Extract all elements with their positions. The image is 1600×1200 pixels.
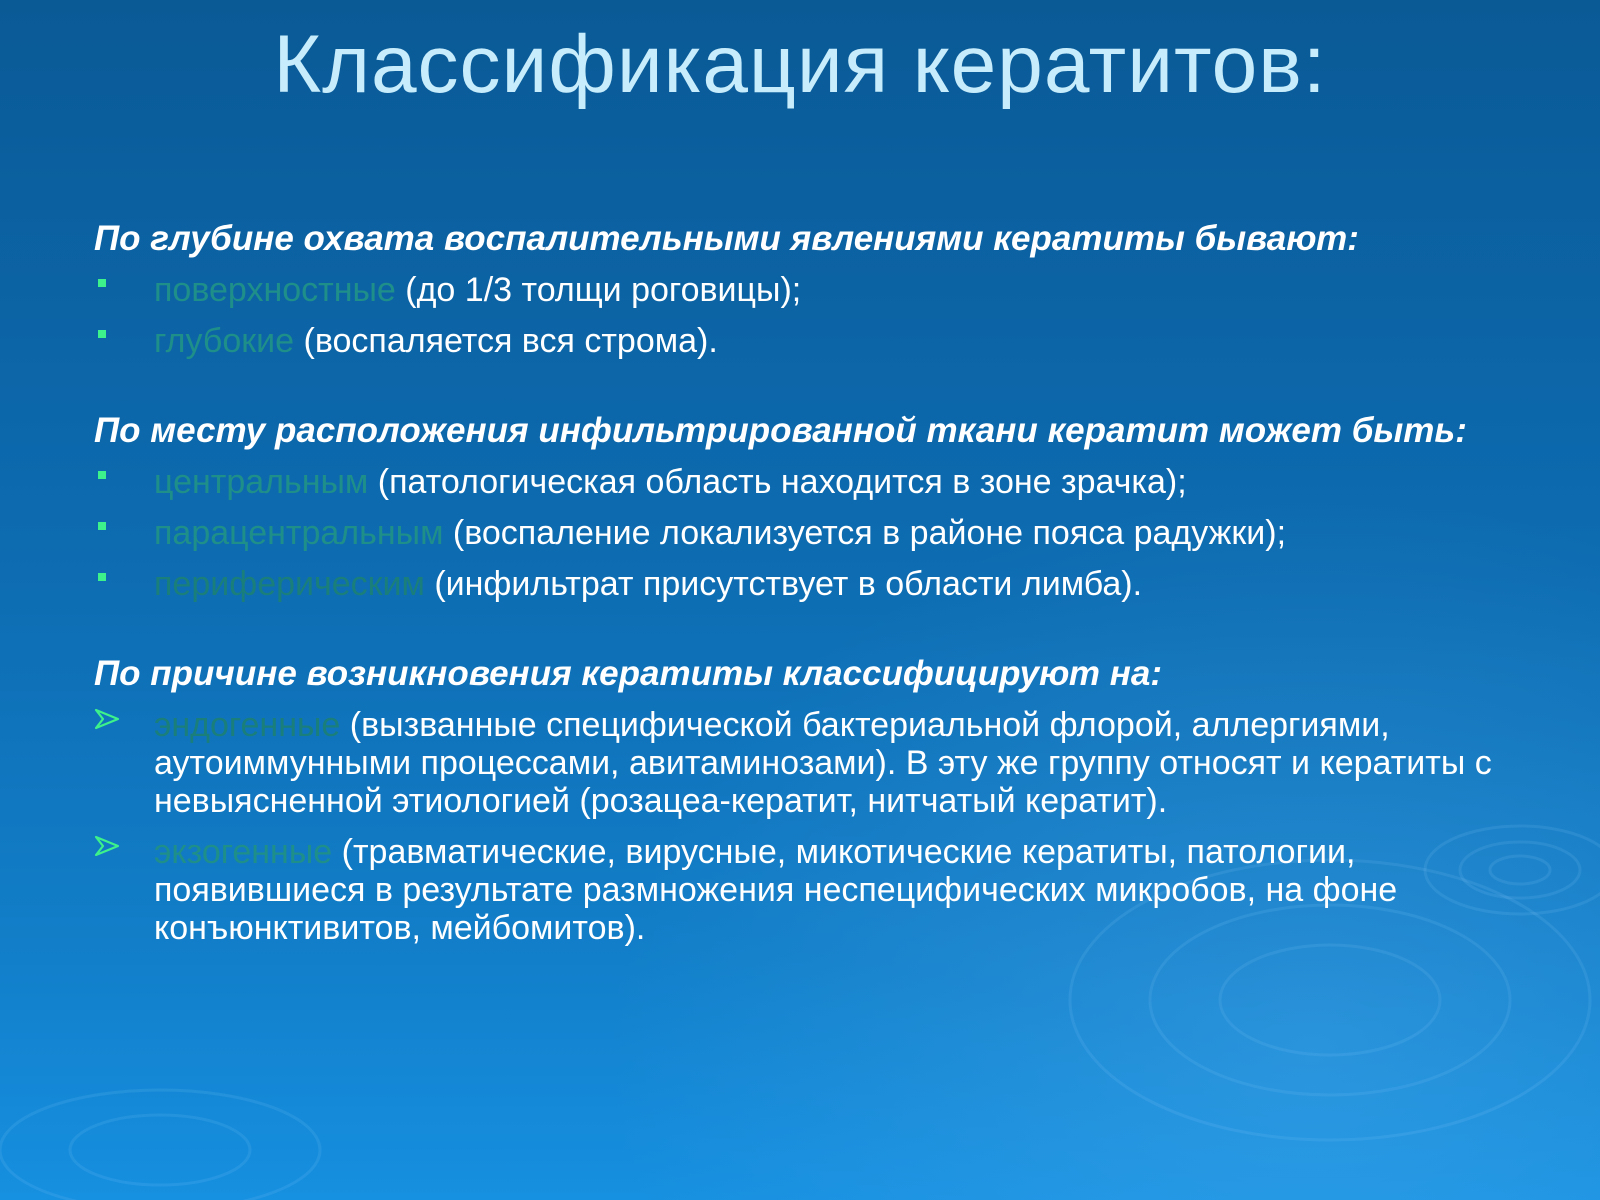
square-bullet-icon [98, 279, 106, 287]
item-text: (инфильтрат присутствует в области лимба). [424, 565, 1143, 603]
section-cause [94, 655, 1514, 947]
list-item [94, 514, 1514, 552]
section-heading: По месту расположения инфильтрированной ткани кератит может быть: [94, 411, 1467, 450]
slide-title: Классификация кератитов: [273, 19, 1327, 110]
square-bullet-icon [98, 471, 106, 479]
item-text: (воспаляется вся строма). [294, 322, 718, 360]
term: глубокие [154, 322, 295, 360]
square-bullet-icon [98, 573, 106, 581]
item-text: (травматические, вирусные, микотические кератиты, патологии, появившиеся в результате размножения неспецифических микробов, на фоне конъюнктивитов, мейбомитов). [154, 833, 1398, 947]
arrow-bullet-icon [94, 706, 120, 732]
section-heading: По глубине охвата воспалительными явлениями кератиты бывают: [94, 219, 1359, 258]
item-text: (патологическая область находится в зоне зрачка); [368, 463, 1187, 501]
item-text: (до 1/3 толщи роговицы); [395, 271, 802, 309]
term: поверхностные [154, 271, 396, 309]
list-item [94, 271, 1514, 309]
square-bullet-icon [98, 522, 106, 530]
list-item [94, 833, 1514, 947]
term: парацентральным [154, 514, 444, 552]
term: центральным [154, 463, 369, 501]
term: экзогенные [154, 833, 333, 871]
list-item [94, 322, 1514, 360]
list-item [94, 463, 1514, 501]
section-depth [94, 220, 1514, 360]
square-bullet-icon [98, 330, 106, 338]
list-item [94, 565, 1514, 603]
slide-content [94, 220, 1514, 960]
item-text: (вызванные специфической бактериальной флорой, аллергиями, аутоиммунными процессами, авитаминозами). В эту же группу относят и кератиты с невыясненной этиологией (розацеа-кератит, нитчатый кератит). [154, 706, 1492, 820]
list-item [94, 706, 1514, 820]
section-heading: По причине возникновения кератиты классифицируют на: [94, 654, 1163, 693]
term: периферическим [154, 565, 425, 603]
term: эндогенные [154, 706, 341, 744]
arrow-bullet-icon [94, 833, 120, 859]
section-location [94, 412, 1514, 603]
item-text: (воспаление локализуется в районе пояса радужки); [443, 514, 1287, 552]
